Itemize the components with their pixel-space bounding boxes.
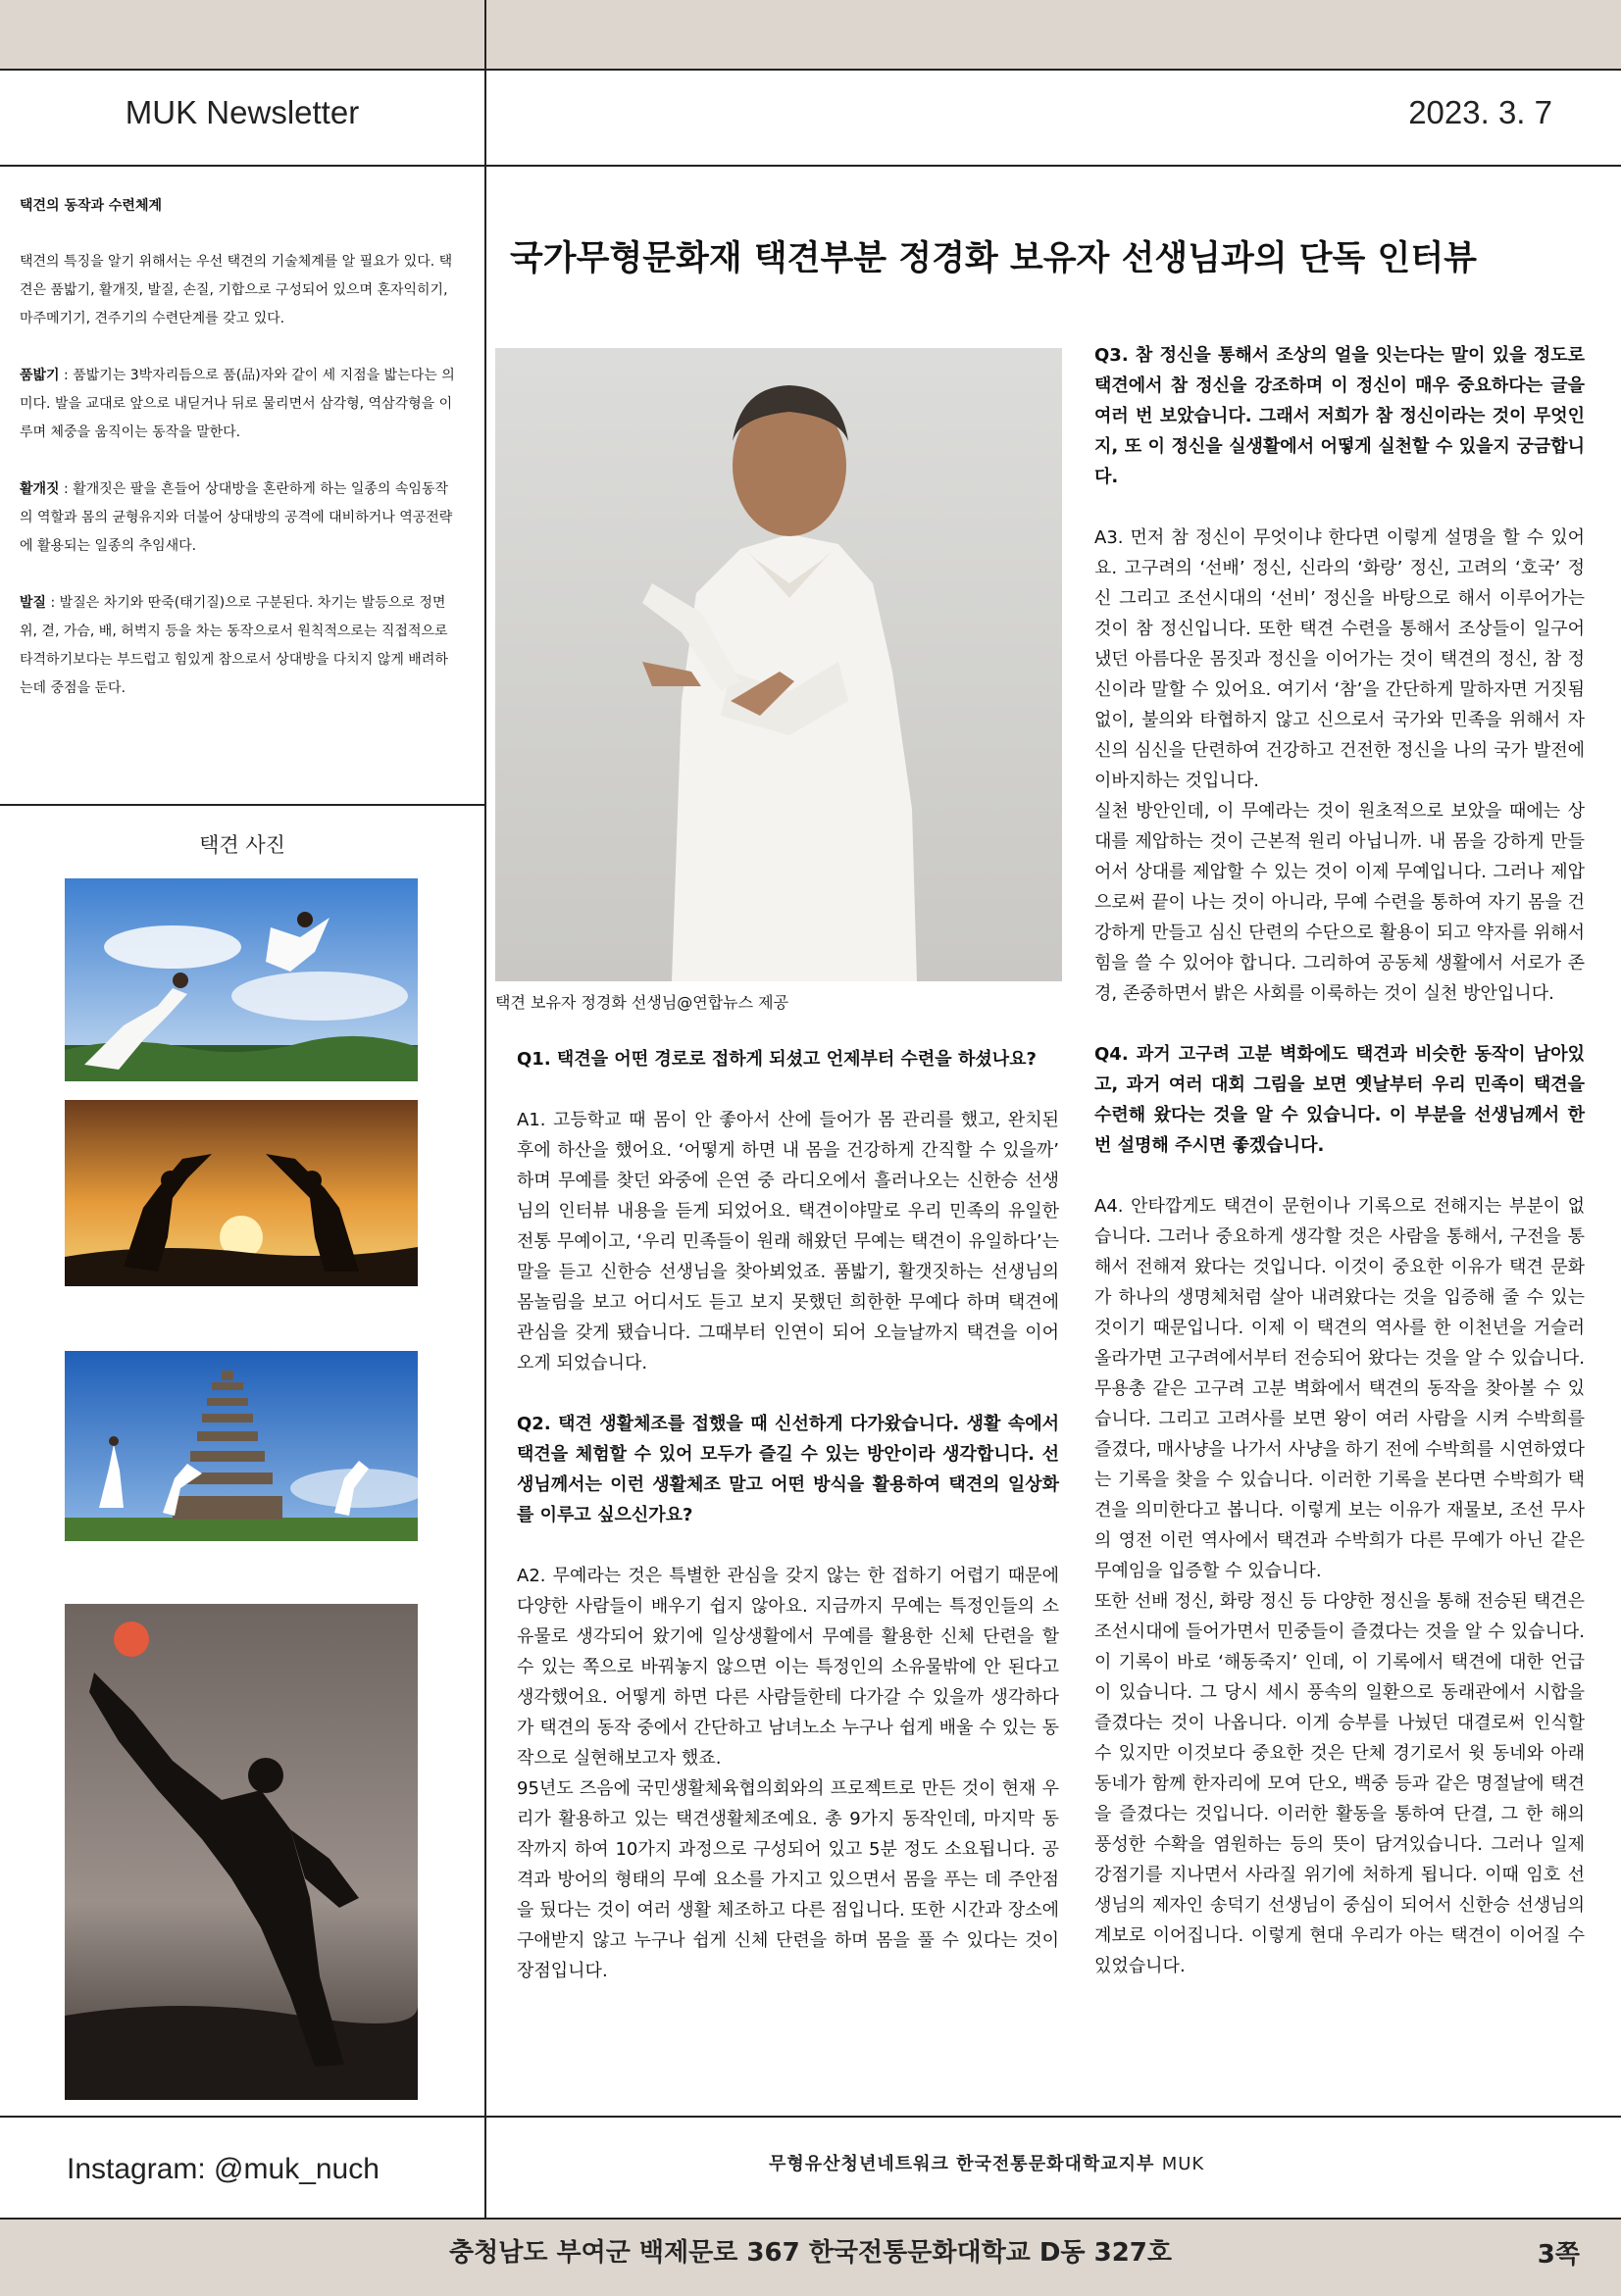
- page-number: 3쪽: [1537, 2240, 1580, 2270]
- portrait-photo: [495, 348, 1062, 981]
- answer-3: A3. 먼저 참 정신이 무엇이냐 한다면 이렇게 설명을 할 수 있어요. 고구려의 ‘선배’ 정신, 신라의 ‘화랑’ 정신, 고려의 ‘호국’ 정신 그리고 조선시대의 ‘선비’ 정신을 바탕으로 해서 이루어가는 것이 참 정신입니다. 또한 택견 수련을 통해서 조상들이 일구어냈던 아름다운 몸짓과 정신을 이어가는 것이 택견의 정신, 참 정신이라 말할 수 있어요. 여기서 ‘참’을 간단하게 말하자면 거짓됨 없이, 불의와 타협하지 않고 신으로서 국가와 민족을 위해서 자신의 심신을 단련하여 건강하고 건전한 정신을 나의 국가 발전에 이바지하는 것입니다.: [1094, 527, 1585, 791]
- article-column-right: [1094, 340, 1585, 1981]
- article-headline: 국가무형문화재 택견부분 정경화 보유자 선생님과의 단독 인터뷰: [510, 239, 1477, 278]
- answer-4-continued: 또한 선배 정신, 화랑 정신 등 다양한 정신을 통해 전승된 택견은 조선시대에 들어가면서 민중들이 즐겼다는 것을 알 수 있습니다. 이 기록이 바로 ‘해동죽지’ 인데, 이 기록에서 택견에 대한 언급이 있습니다. 그 당시 세시 풍속의 일환으로 동래관에서 시합을 즐겼다는 것이 나옵니다. 이게 승부를 나눴던 대결로써 인식할 수 있지만 이것보다 중요한 것은 단체 경기로서 윗 동네와 아래 동네가 함께 한자리에 모여 단오, 백중 등과 같은 명절날에 택견을 즐겼다는 것입니다. 이러한 활동을 통하여 단결, 그 한 해의 풍성한 수확을 염원하는 등의 뜻이 담겨있습니다. 그러나 일제 강점기를 지나면서 사라질 위기에 처하게 됩니다. 이때 임호 선생님의 제자인 송덕기 선생님이 중심이 되어서 신한승 선생님의 계보로 이어집니다. 이렇게 현대 우리가 아는 택견이 이어질 수 있었습니다.: [1094, 1591, 1585, 1976]
- photo-dusk-kick: [65, 1604, 418, 2100]
- question-3: Q3. 참 정신을 통해서 조상의 얼을 잇는다는 말이 있을 정도로 택견에서 참 정신을 강조하며 이 정신이 매우 중요하다는 글을 여러 번 보았습니다. 그래서 저희가 참 정신이라는 것이 무엇인지, 또 이 정신을 실생활에서 어떻게 실천할 수 있을지 궁금합니다.: [1094, 345, 1585, 487]
- photo-sky-kick: [65, 878, 418, 1081]
- org-name: 무형유산청년네트워크 한국전통문화대학교지부: [769, 2154, 1155, 2174]
- column-divider: [484, 69, 486, 2135]
- newsletter-title: MUK Newsletter: [125, 94, 360, 130]
- answer-1: A1. 고등학교 때 몸이 안 좋아서 산에 들어가 몸 관리를 했고, 완치된 후에 하산을 했어요. ‘어떻게 하면 내 몸을 건강하게 간직할 수 있을까’ 하며 무예를 찾던 와중에 은연 중 라디오에서 흘러나오는 신한승 선생님의 인터뷰 내용을 듣게 되었어요. 택견이야말로 우리 민족의 유일한 전통 무예이고, ‘우리 민족들이 원래 해왔던 무예는 택견이 유일하다’는 말을 듣고 신한승 선생님을 찾아뵈었죠. 품밟기, 활갯짓하는 선생님의 몸놀림을 보고 어디서도 듣고 보지 못했던 희한한 무예다 하며 택견에 관심을 갖게 됐습니다. 그때부터 인연이 되어 오늘날까지 택견을 이어오게 되었습니다.: [517, 1110, 1059, 1373]
- top-band: [0, 0, 1621, 71]
- photos-title: 택견 사진: [199, 833, 285, 857]
- footer-address: 충청남도 부여군 백제문로 367 한국전통문화대학교 D동 327호: [449, 2238, 1172, 2268]
- article-column-left: [517, 1044, 1059, 1986]
- issue-date: 2023. 3. 7: [1408, 94, 1552, 130]
- divider-top: [484, 0, 486, 69]
- sidebar-item: [20, 362, 461, 447]
- footer-rule: [0, 2116, 1621, 2118]
- sidebar-desc: : 품밟기는 3박자리듬으로 품(品)자와 같이 세 지점을 밟는다는 의미다. 발을 교대로 앞으로 내딛거나 뒤로 물리면서 삼각형, 역삼각형을 이루며 체중을 움직이는 동작을 말한다.: [20, 368, 455, 440]
- answer-3-continued: 실천 방안인데, 이 무예라는 것이 원초적으로 보았을 때에는 상대를 제압하는 것이 근본적 원리 아닙니까. 내 몸을 강하게 만들어서 상대를 제압할 수 있는 것이 이제 무예입니다. 그러나 제압으로써 끝이 나는 것이 아니라, 무예 수련을 통하여 자기 몸을 건강하게 만들고 심신 단련의 수단으로 활용이 되고 약자를 위해서 힘을 쓸 수 있어야 합니다. 그리하여 공동체 생활에서 서로가 존경, 존중하면서 밝은 사회를 이룩하는 것이 실천 방안입니다.: [1094, 801, 1585, 1004]
- sidebar-desc: : 발질은 차기와 딴죽(태기질)으로 구분된다. 차기는 발등으로 정면위, 겯, 가슴, 배, 허벅지 등을 차는 동작으로서 원칙적으로는 직접적으로 타격하기보다는 부드럽고 힘있게 참으로서 상대방을 다치지 않게 배려하는데 중점을 둔다.: [20, 595, 448, 696]
- instagram-handle: Instagram: @muk_nuch: [67, 2153, 380, 2185]
- photo-pagoda: [65, 1351, 418, 1541]
- sidebar-item: [20, 475, 461, 561]
- question-1: Q1. 택견을 어떤 경로로 접하게 되셨고 언제부터 수련을 하셨나요?: [517, 1049, 1037, 1070]
- answer-4: A4. 안타깝게도 택견이 문헌이나 기록으로 전해지는 부분이 없습니다. 그러나 중요하게 생각할 것은 사람을 통해서, 구전을 통해서 전해져 왔다는 것입니다. 이것이 중요한 이유가 택견 문화가 하나의 생명체처럼 살아 내려왔다는 것을 입증해 줄 수 있는 것이기 때문입니다. 이제 이 택견의 역사를 한 이천년을 거슬러 올라가면 고구려에서부터 전승되어 왔다는 것을 알 수 있습니다. 무용총 같은 고구려 고분 벽화에서 택견의 동작을 찾아볼 수 있습니다. 그리고 고려사를 보면 왕이 여러 사람을 시켜 수박희를 즐겼다, 매사냥을 나가서 사냥을 하기 전에 수박희를 시연하였다는 기록을 찾을 수 있습니다. 이러한 기록을 본다면 수박희가 택견을 의미한다고 봅니다. 이렇게 보는 이유가 재물보, 조선 무사의 영전 이런 역사에서 택견과 수박희가 다른 무예가 아닌 같은 무예임을 입증할 수 있습니다.: [1094, 1196, 1585, 1581]
- header-rule: [0, 165, 1621, 167]
- photo-caption: 택견 보유자 정경화 선생님@연합뉴스 제공: [495, 993, 789, 1012]
- footer-organization: [769, 2150, 1204, 2175]
- divider-footer: [484, 2135, 486, 2220]
- answer-2-continued: 95년도 즈음에 국민생활체육협의회와의 프로젝트로 만든 것이 현재 우리가 활용하고 있는 택견생활체조예요. 총 9가지 동작인데, 마지막 동작까지 하여 10가지 과정으로 구성되어 있고 5분 정도 소요됩니다. 공격과 방어의 형태의 무예 요소를 가지고 있으면서 몸을 푸는 데 주안점을 뒀다는 것이 여러 생활 체조하고 다른 점입니다. 또한 시간과 장소에 구애받지 않고 누구나 쉽게 신체 단련을 하며 몸을 풀 수 있다는 것이 장점입니다.: [517, 1778, 1059, 1981]
- sidebar-term: 품밟기: [20, 368, 60, 383]
- question-2: Q2. 택견 생활체조를 접했을 때 신선하게 다가왔습니다. 생활 속에서 택견을 체험할 수 있어 모두가 즐길 수 있는 방안이라 생각합니다. 선생님께서는 이런 생활체조 말고 어떤 방식을 활용하여 택견의 일상화를 이루고 싶으신가요?: [517, 1414, 1059, 1525]
- answer-2: A2. 무예라는 것은 특별한 관심을 갖지 않는 한 접하기 어렵기 때문에 다양한 사람들이 배우기 쉽지 않아요. 지금까지 무예는 특정인들의 소유물로 생각되어 왔기에 일상생활에서 무예를 활용한 신체 단련을 할 수 있는 쪽으로 바꿔놓지 않으면 이는 특정인의 소유물밖에 안 된다고 생각했어요. 어떻게 하면 다른 사람들한테 다가갈 수 있을까 생각하다가 택견의 동작 중에서 간단하고 남녀노소 누구나 쉽게 배울 수 있는 동작으로 실현해보고자 했죠.: [517, 1566, 1059, 1769]
- sidebar-intro: 택견의 특징을 알기 위해서는 우선 택견의 기술체계를 알 필요가 있다. 택견은 품밟기, 활개짓, 발질, 손질, 기합으로 구성되어 있으며 혼자익히기, 마주메기기, 견주기의 수련단계를 갖고 있다.: [20, 254, 453, 326]
- sidebar-heading: 택견의 동작과 수련체계: [20, 198, 162, 214]
- photo-sunset-kick: [65, 1100, 418, 1286]
- org-tag: MUK: [1161, 2154, 1205, 2174]
- sidebar-desc: : 활개짓은 팔을 흔들어 상대방을 혼란하게 하는 일종의 속임동작의 역할과 몸의 균형유지와 더불어 상대방의 공격에 대비하거나 역공전략에 활용되는 일종의 추임새다.: [20, 481, 453, 554]
- sidebar-rule: [0, 804, 484, 806]
- question-4: Q4. 과거 고구려 고분 벽화에도 택견과 비슷한 동작이 남아있고, 과거 여러 대회 그림을 보면 옛날부터 우리 민족이 택견을 수련해 왔다는 것을 알 수 있습니다. 이 부분을 선생님께서 한 번 설명해 주시면 좋겠습니다.: [1094, 1044, 1585, 1156]
- sidebar-item: [20, 589, 461, 703]
- sidebar-term: 발질: [20, 595, 47, 611]
- sidebar-term: 활개짓: [20, 481, 60, 497]
- sidebar-text: [20, 192, 461, 703]
